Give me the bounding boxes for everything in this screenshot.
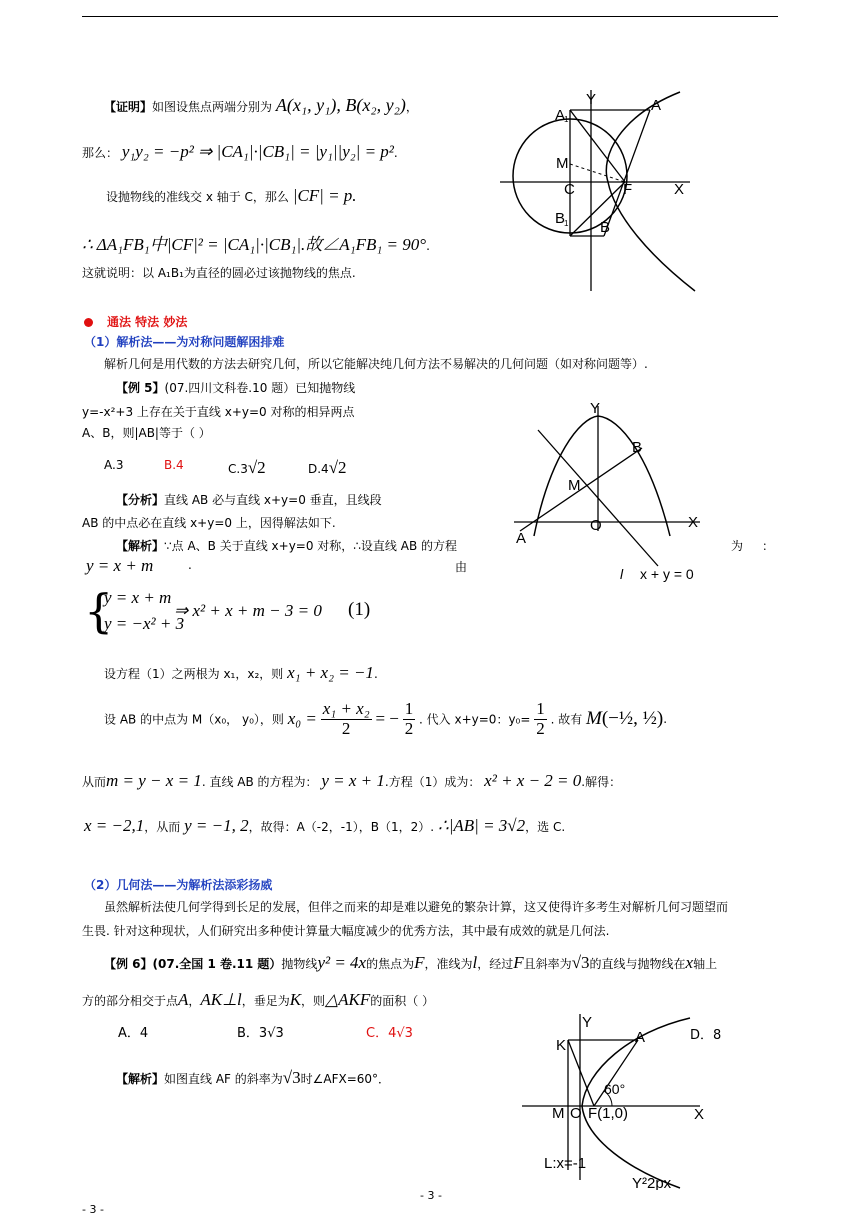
example-6-option-c: C．4√3 bbox=[366, 1026, 413, 1041]
fig2-label: O bbox=[590, 517, 602, 534]
fig2-label: x + y = 0 bbox=[640, 566, 694, 582]
figure-3-parabola-focus bbox=[520, 1010, 710, 1190]
bullet-icon bbox=[84, 318, 93, 327]
fig2-label: X bbox=[688, 514, 699, 531]
proof-line-4: ∴ ΔA₁FB₁中|CF|² = |CA₁|·|CB₁|.故∠A₁FB₁ = 90°. bbox=[82, 235, 430, 254]
proof-line-3: 设抛物线的准线交 x 轴于 C，那么 |CF| = p. bbox=[106, 186, 357, 205]
header-rule bbox=[82, 16, 778, 17]
page-number-center: - 3 - bbox=[420, 1189, 442, 1202]
fig1-label: B bbox=[555, 210, 566, 227]
example-6-option-d: D．8 bbox=[690, 1028, 722, 1043]
example-6-line-1: 【例 6】(07.全国 1 卷.11 题）抛物线y² = 4x的焦点为F，准线为l，经过F且斜率为√3的直线与抛物线在x轴上 bbox=[104, 953, 718, 972]
fig3-label: A bbox=[635, 1029, 646, 1046]
fig1-label: X bbox=[674, 181, 685, 198]
fig3-label: X bbox=[694, 1106, 705, 1123]
example-6-option-b: B．3√3 bbox=[237, 1026, 284, 1041]
svg-text:1: 1 bbox=[564, 115, 569, 124]
fig2-parabola bbox=[534, 416, 670, 536]
fig1-chord-ab bbox=[604, 110, 650, 236]
fig3-label: O bbox=[570, 1105, 582, 1122]
example-6-line-2: 方的部分相交于点A，AK⊥l，垂足为K，则△AKF的面积（ ） bbox=[82, 990, 435, 1009]
proof-line-2: 那么： y₁y₂ = −p² ⇒ |CA₁|·|CB₁| = |y₁||y₂| = p². bbox=[82, 142, 398, 161]
fig2-chord-ab bbox=[520, 448, 642, 531]
example-5-option-d: D.4√2 bbox=[308, 458, 347, 477]
example-5-option-b: B.4 bbox=[164, 458, 184, 472]
example-5-option-a: A.3 bbox=[104, 458, 124, 472]
fig3-label: Y bbox=[582, 1014, 593, 1031]
fig1-dashed-mf bbox=[570, 164, 625, 182]
fig3-label: M bbox=[552, 1105, 565, 1122]
figure-2-parabola-line bbox=[510, 396, 710, 586]
fig1-label: B bbox=[600, 219, 611, 236]
roots-line: 设方程（1）之两根为 x₁，x₂，则 x₁ + x₂ = −1. bbox=[104, 663, 378, 682]
example-5-line-3: A、B，则|AB|等于（ ） bbox=[82, 426, 211, 440]
fig2-label: B bbox=[632, 439, 643, 456]
solution-equation: y = x + m bbox=[86, 556, 154, 575]
fig1-label: C bbox=[564, 181, 575, 198]
subsection-1-intro: 解析几何是用代数的方法去研究几何，所以它能解决纯几何方法不易解决的几何问题（如对称问题等）. bbox=[104, 357, 648, 371]
fig1-label: F bbox=[623, 181, 633, 198]
fig3-label: K bbox=[556, 1037, 567, 1054]
example-5-option-c: C.3√2 bbox=[228, 458, 266, 477]
subsection-2-para-1: 虽然解析法使几何学得到长足的发展，但伴之而来的却是难以避免的繁杂计算，这又使得许多考生对解析几何习题望而 bbox=[104, 900, 729, 914]
svg-text:1: 1 bbox=[564, 219, 569, 228]
proof-conclusion: 这就说明：以 A₁B₁为直径的圆必过该抛物线的焦点. bbox=[82, 266, 356, 280]
fig3-line-kf bbox=[568, 1040, 594, 1106]
brace-icon: { bbox=[84, 584, 114, 638]
solution-line-1: 【解析】∵点 A、B 关于直线 x+y=0 对称，∴设直线 AB 的方程 bbox=[116, 539, 458, 553]
figure-1-parabola-circle bbox=[500, 86, 700, 296]
proof-line-1: 【证明】如图设焦点两端分别为 A(x₁, y₁), B(x₂, y₂)， bbox=[104, 95, 418, 115]
example-6-solution: 【解析】如图直线 AF 的斜率为√3时∠AFX=60°． bbox=[116, 1068, 391, 1087]
fig1-label: A bbox=[555, 107, 566, 124]
analysis-line-1: 【分析】直线 AB 必与直线 x+y=0 垂直，且线段 bbox=[116, 493, 382, 507]
fig3-label: 60° bbox=[604, 1081, 626, 1097]
subsection-2-para-2: 生畏. 针对这种现状，人们研究出多种使计算量大幅度减少的优秀方法，其中最有成效的就是几何法. bbox=[82, 924, 610, 938]
proof-label: 【证明】 bbox=[104, 100, 153, 114]
fig3-label: Y²2px bbox=[632, 1175, 672, 1190]
fig1-label: Y bbox=[586, 91, 597, 108]
page-number-left: - 3 - bbox=[82, 1203, 104, 1216]
fig2-label: M bbox=[568, 477, 581, 494]
fig2-label: A bbox=[516, 530, 527, 547]
example-5-line-1: 【例 5】(07.四川文科卷.10 题）已知抛物线 bbox=[116, 381, 356, 395]
fig1-label: A bbox=[651, 97, 662, 114]
midpoint-line: 设 AB 的中点为 M（x₀， y₀），则 x₀ = $\frac{\text{x₁ + x₂}}{2}$ = − $\frac{1}{2}$ . 代入 x+y=0：y₀= $\frac{1}{2}$ . 故有 M(−½, ½). bbox=[104, 699, 668, 738]
fig2-label: l bbox=[620, 566, 624, 582]
fig1-label: M bbox=[556, 155, 569, 172]
subsection-1-title: （1）解析法——为对称问题解困排难 bbox=[84, 335, 285, 349]
example-6-option-a: A．4 bbox=[118, 1026, 149, 1041]
fig2-label: Y bbox=[590, 400, 601, 417]
fig3-label: L:x=-1 bbox=[544, 1155, 587, 1172]
m-value-line: 从而m = y − x = 1. 直线 AB 的方程为： y = x + 1.方程（1）成为： x² + x − 2 = 0.解得： bbox=[82, 771, 622, 790]
fig3-label: F(1,0) bbox=[588, 1105, 629, 1122]
section-heading: 通法 特法 妙法 bbox=[84, 313, 187, 330]
final-answer-line: x = −2,1，从而 y = −1, 2，故得：A（-2，-1），B（1，2）. ∴|AB| = 3√2，选 C. bbox=[84, 816, 566, 835]
example-5-line-2: y=-x²+3 上存在关于直线 x+y=0 对称的相异两点 bbox=[82, 405, 355, 419]
subsection-2-title: （2）几何法——为解析法添彩扬威 bbox=[84, 878, 273, 892]
analysis-line-2: AB 的中点必在直线 x+y=0 上，因得解法如下. bbox=[82, 516, 336, 530]
